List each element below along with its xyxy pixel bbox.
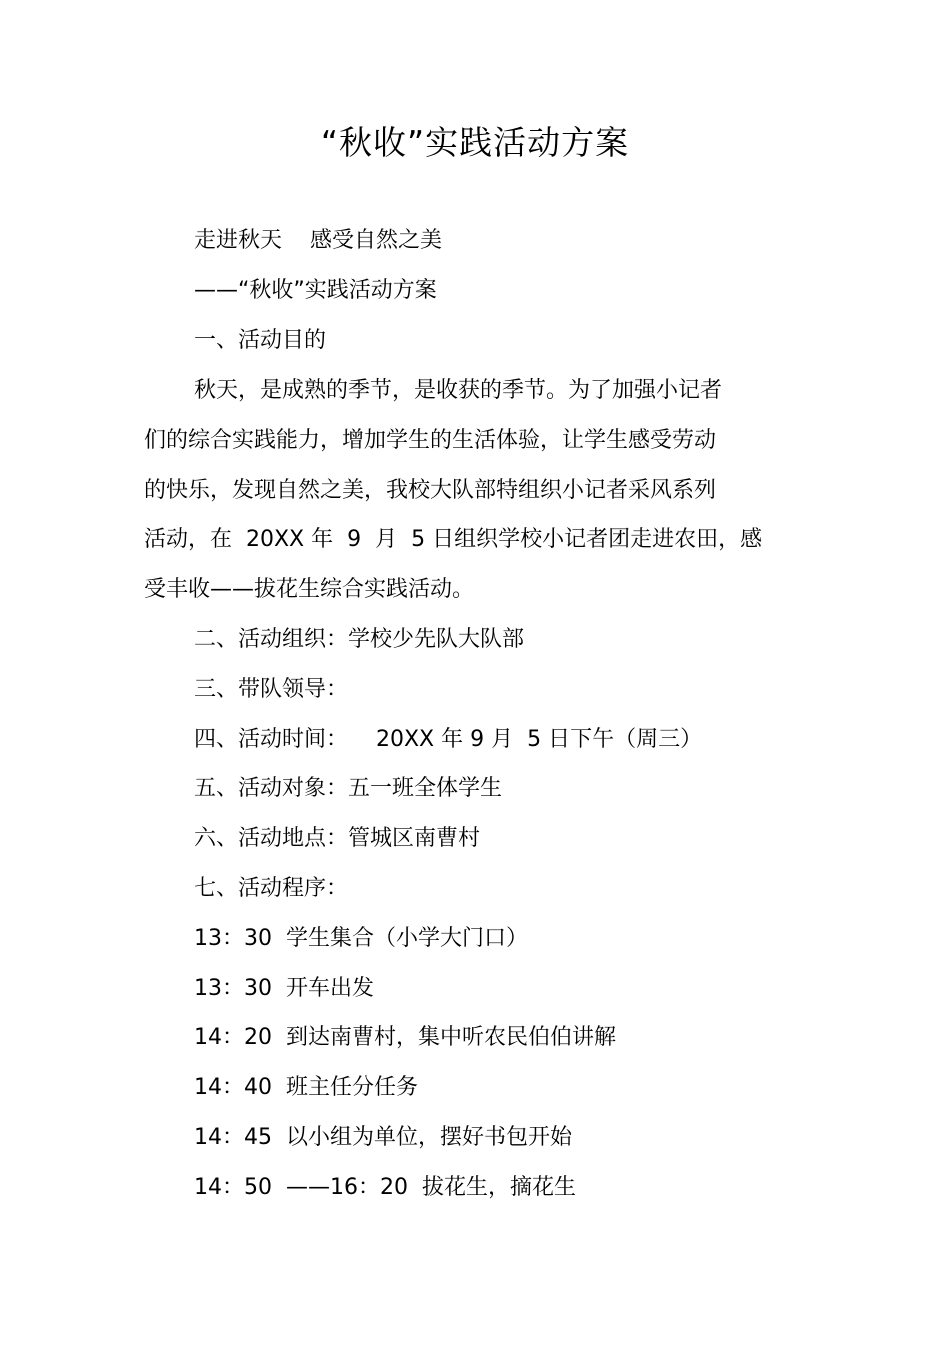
schedule-item: 14：45 以小组为单位，摆好书包开始 (194, 1125, 572, 1150)
subtitle-dash-line: ——“秋收”实践活动方案 (194, 278, 437, 303)
schedule-item: 14：40 班主任分任务 (194, 1075, 418, 1100)
schedule-item: 14：20 到达南曹村，集中听农民伯伯讲解 (194, 1025, 616, 1050)
section-target: 五、活动对象：五一班全体学生 (194, 776, 503, 801)
paragraph-line-1: 秋天，是成熟的季节，是收获的季节。为了加强小记者 (194, 378, 723, 403)
section-location: 六、活动地点：管城区南曹村 (194, 826, 481, 851)
paragraph-line-3: 的快乐，发现自然之美，我校大队部特组织小记者采风系列 (144, 478, 717, 503)
section-time: 四、活动时间： 20XX 年 9 月 5 日下午（周三） (194, 727, 703, 752)
paragraph-line-2: 们的综合实践能力，增加学生的生活体验，让学生感受劳动 (144, 428, 717, 453)
paragraph-line-4: 活动，在 20XX 年 9 月 5 日组织学校小记者团走进农田，感 (144, 527, 763, 552)
schedule-item: 14：50 ——16：20 拔花生，摘花生 (194, 1175, 576, 1200)
schedule-item: 13：30 学生集合（小学大门口） (194, 926, 528, 951)
section-leader: 三、带队领导： (194, 677, 349, 702)
document-title: “秋收”实践活动方案 (320, 123, 630, 162)
section-procedure: 七、活动程序： (194, 876, 349, 901)
subtitle-line: 走进秋天 感受自然之美 (194, 228, 442, 253)
section-organization: 二、活动组织：学校少先队大队部 (194, 627, 525, 652)
schedule-item: 13：30 开车出发 (194, 976, 374, 1001)
section-heading-purpose: 一、活动目的 (194, 328, 327, 353)
paragraph-line-5: 受丰收——拔花生综合实践活动。 (144, 577, 475, 602)
